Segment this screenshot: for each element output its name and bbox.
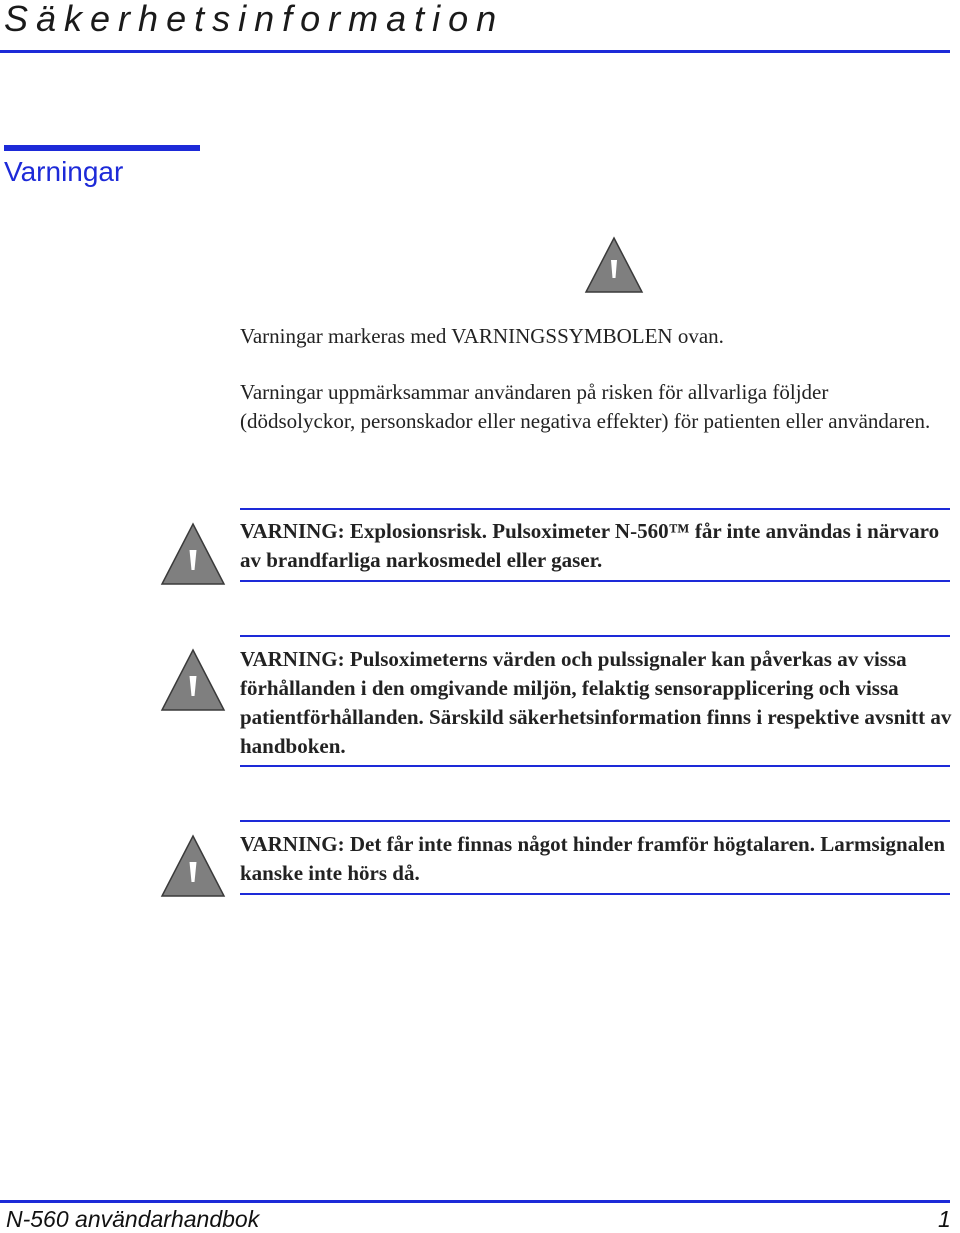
section-heading: Varningar bbox=[4, 156, 124, 187]
warning-2-top-rule bbox=[240, 635, 950, 637]
footer-rule bbox=[0, 1200, 950, 1203]
page-number: 1 bbox=[938, 1206, 951, 1232]
warning-3-icon bbox=[160, 834, 226, 898]
warning-2 bbox=[240, 645, 952, 761]
warning-1-bottom-rule bbox=[240, 580, 950, 582]
warning-2-icon bbox=[160, 648, 226, 712]
warning-1 bbox=[240, 517, 952, 575]
warning-3 bbox=[240, 830, 952, 888]
header-rule bbox=[0, 50, 950, 53]
warning-1-icon bbox=[160, 522, 226, 586]
warning-3-top-rule bbox=[240, 820, 950, 822]
warning-3-bottom-rule bbox=[240, 893, 950, 895]
warning-2-label: VARNING: bbox=[240, 647, 345, 671]
warning-3-text: Det får inte finnas något hinder framför högtalaren. Larmsignalen kanske inte hörs då. bbox=[240, 832, 946, 885]
page-title: Säkerhetsinformation bbox=[4, 0, 505, 39]
warning-2-bottom-rule bbox=[240, 765, 950, 767]
intro-line: Varningar markeras med VARNINGSSYMBOLEN ovan. bbox=[240, 324, 724, 348]
warning-1-text: Explosionsrisk. Pulsoximeter N-560™ får inte användas i närvaro av brandfarliga narkosmedel eller gaser. bbox=[240, 519, 940, 572]
warning-1-label: VARNING: bbox=[240, 519, 345, 543]
footer-manual-title: N-560 användarhandbok bbox=[6, 1206, 260, 1232]
warning-1-top-rule bbox=[240, 508, 950, 510]
section-accent-bar bbox=[4, 145, 200, 151]
warning-3-label: VARNING: bbox=[240, 832, 345, 856]
warning-2-text: Pulsoximeterns värden och pulssignaler kan påverkas av vissa förhållanden i den omgivande miljön, felaktig sensorapplicering och vissa patientförhållanden. Särskild säkerhetsinformation finns i respektive avsnitt av handboken. bbox=[240, 647, 952, 758]
warning-symbol-icon bbox=[584, 236, 644, 294]
intro-paragraph: Varningar uppmärksammar användaren på risken för allvarliga följder (dödsolyckor, personskador eller negativa effekter) för patienten eller användaren. bbox=[240, 380, 931, 433]
